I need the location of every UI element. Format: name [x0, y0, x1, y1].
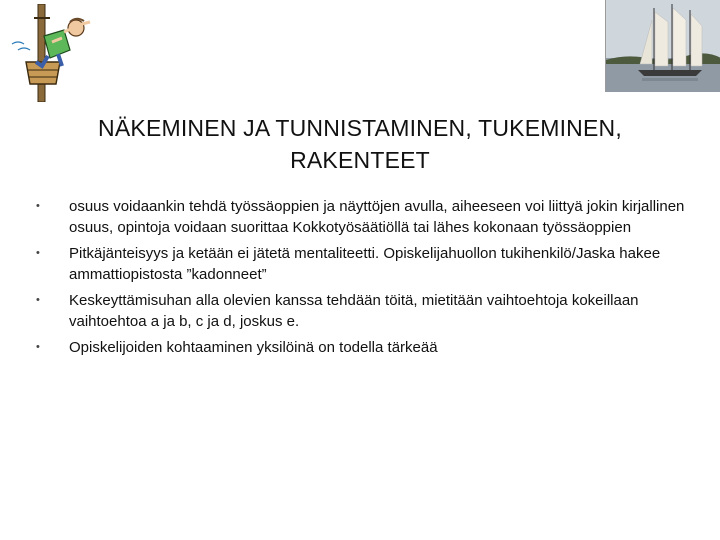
title-line-2: RAKENTEET — [290, 147, 430, 173]
bullet-text: osuus voidaankin tehdä työssäoppien ja näyttöjen avulla, aiheeseen voi liittyä jokin kirjallinen osuus, opintoja voidaan suorittaa Kokkotyösäätiöllä tai lähes kokonaan työssäoppien — [69, 198, 685, 236]
bullet-dot: • — [36, 341, 40, 353]
bullet-item — [36, 290, 696, 332]
title-line-1: NÄKEMINEN JA TUNNISTAMINEN, TUKEMINEN, — [98, 115, 622, 141]
bullet-dot: • — [36, 247, 40, 259]
bullet-item — [36, 196, 696, 238]
bullet-dot: • — [36, 200, 40, 212]
bullet-text: Pitkäjänteisyys ja ketään ei jätetä mentaliteetti. Opiskelijahuollon tukihenkilö/Jaska hakee ammattiopistosta ”kadonneet” — [69, 245, 661, 283]
bullet-list — [36, 196, 696, 363]
bullet-text: Opiskelijoiden kohtaaminen yksilöinä on todella tärkeää — [69, 339, 438, 356]
sailing-ship-photo — [605, 0, 720, 92]
bullet-item — [36, 337, 696, 358]
bullet-text: Keskeyttämisuhan alla olevien kanssa tehdään töitä, mietitään vaihtoehtoja kokeillaan vaihtoehtoa a ja b, c ja d, joskus e. — [69, 292, 639, 330]
bullet-dot: • — [36, 294, 40, 306]
slide-title — [60, 112, 660, 176]
bullet-item — [36, 243, 696, 285]
lookout-clipart — [4, 4, 96, 102]
